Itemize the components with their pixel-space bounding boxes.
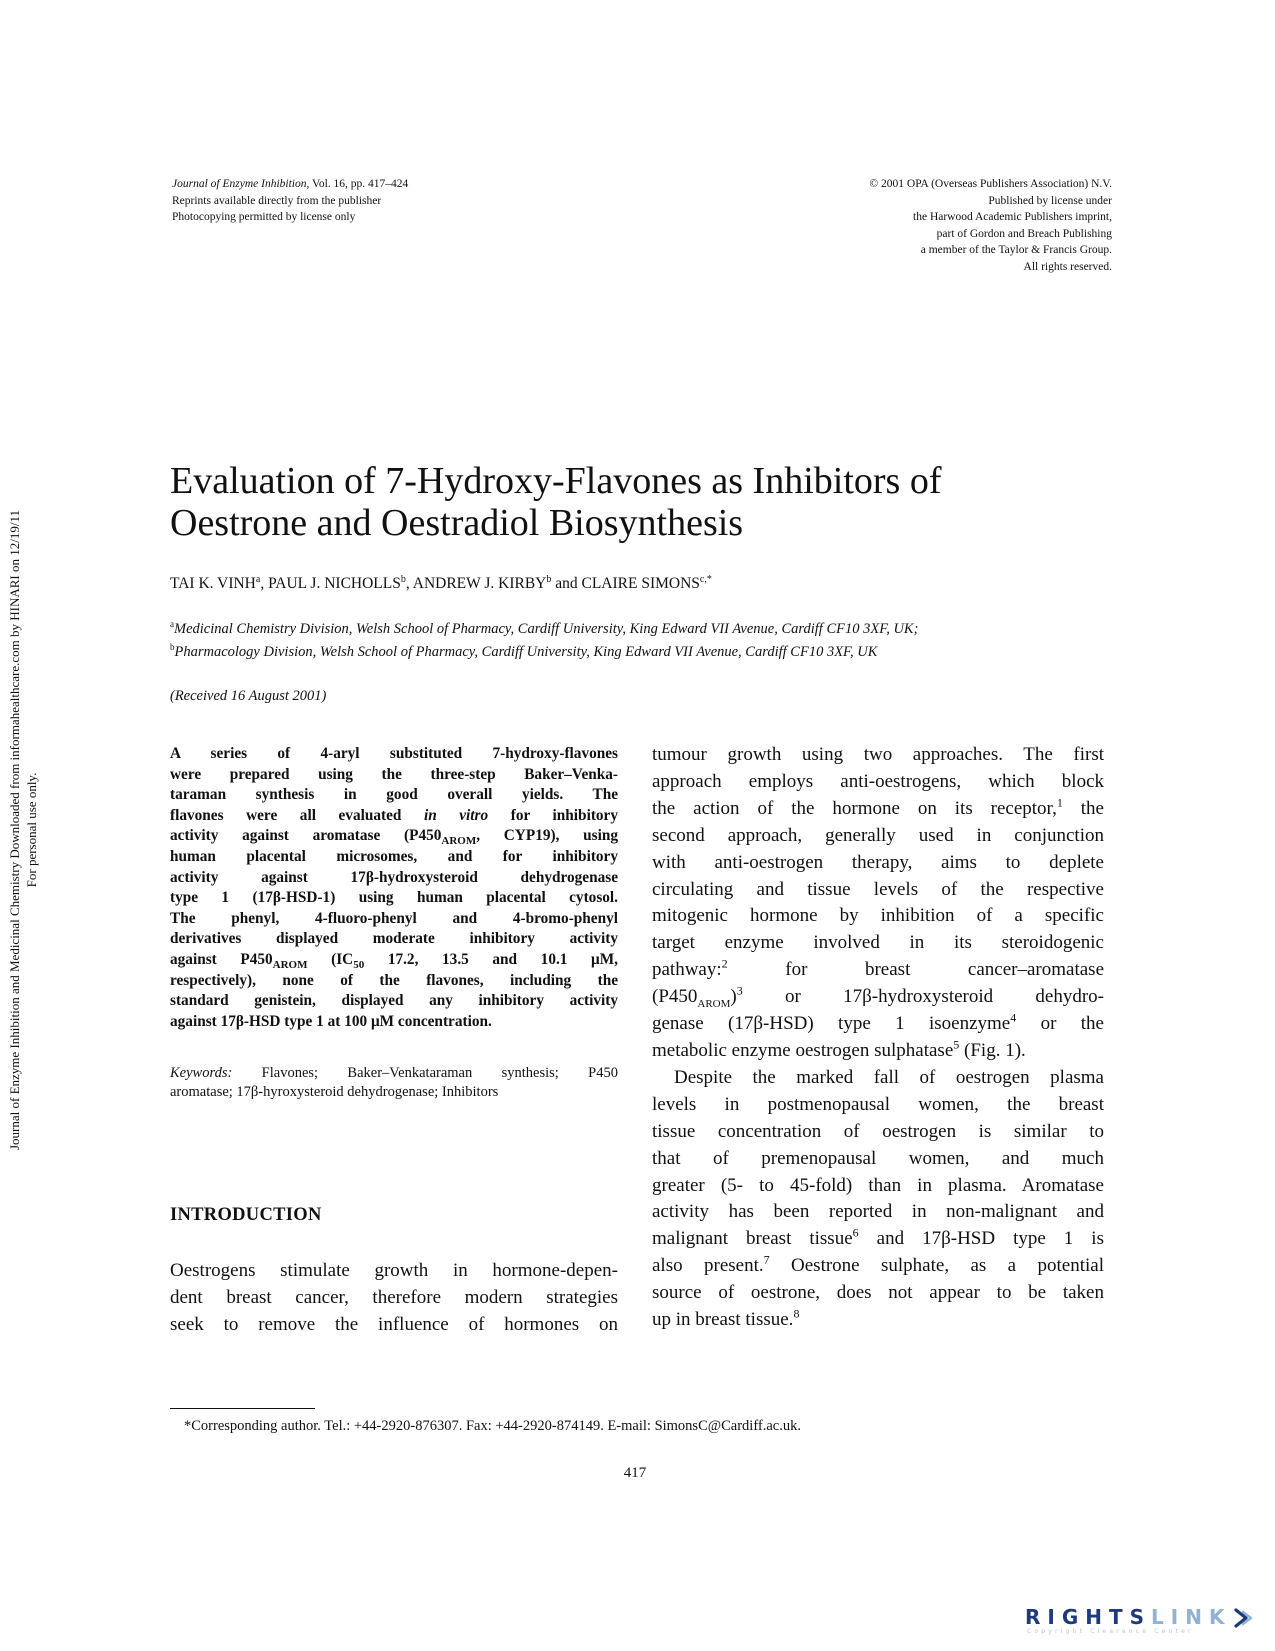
journal-volume: , Vol. 16, pp. 417–424 (306, 178, 409, 190)
body-text: malignant breast tissue (652, 1228, 853, 1250)
body-line: mitogenic hormone by inhibition of a specific (652, 905, 1104, 927)
body-text: for breast cancer–aromatase (727, 959, 1104, 981)
copyright-line: part of Gordon and Breach Publishing (936, 227, 1112, 240)
keywords-line: aromatase; 17β-hyroxysteroid dehydrogenase; Inhibitors (170, 1084, 499, 1100)
journal-citation (172, 176, 592, 193)
body-line: Despite the marked fall of oestrogen plasma (674, 1066, 1104, 1088)
body-line: target enzyme involved in its steroidogenic (652, 932, 1104, 954)
page-number: 417 (623, 1465, 647, 1481)
citation-ref: 3 (736, 983, 743, 998)
body-line: circulating and tissue levels of the respective (652, 878, 1104, 900)
rightslink-chevron-icon (1232, 1606, 1256, 1630)
abstract-line: derivatives displayed moderate inhibitory activity (170, 930, 618, 948)
right-column-body (652, 742, 1104, 1334)
abstract-line: type 1 (17β-HSD-1) using human placental cytosol. (170, 889, 618, 907)
author-name: , ANDREW J. KIRBY (405, 575, 547, 593)
affiliation-text: Medicinal Chemistry Division, Welsh School of Pharmacy, Cardiff University, King Edward VII Avenue, Cardiff CF10 3XF, UK; (174, 620, 919, 637)
photocopy-note: Photocopying permitted by license only (172, 211, 356, 223)
body-line (652, 984, 1104, 1011)
affiliation-text: Pharmacology Division, Welsh School of Pharmacy, Cardiff University, King Edward VII Avenue, Cardiff CF10 3XF, UK (174, 643, 878, 660)
body-line: with anti-oestrogen therapy, aims to deplete (652, 851, 1104, 873)
body-line: levels in postmenopausal women, the breast (652, 1093, 1104, 1115)
abstract-text: , CYP19), using (476, 827, 618, 845)
body-text: genase (17β-HSD) type 1 isoenzyme (652, 1013, 1011, 1035)
body-line (652, 796, 1104, 823)
rightslink-wordmark-rights: RIGHTS (1025, 1605, 1152, 1629)
copyright-line: All rights reserved. (1023, 260, 1112, 273)
body-text: or the (1016, 1013, 1104, 1035)
body-line: seek to remove the influence of hormones on (170, 1314, 618, 1335)
rightslink-wordmark-link: LINK (1151, 1605, 1232, 1629)
author-affil-mark: a (255, 574, 261, 585)
received-date: (Received 16 August 2001) (170, 688, 327, 704)
affiliation-mark: b (170, 641, 175, 652)
abstract-line: The phenyl, 4-fluoro-phenyl and 4-bromo-phenyl (170, 909, 618, 927)
author-name: , PAUL J. NICHOLLS (260, 575, 401, 593)
abstract-line: taraman synthesis in good overall yields. The (170, 786, 618, 804)
citation-ref: 6 (852, 1225, 859, 1240)
affiliation-b (170, 638, 1120, 661)
abstract-line (170, 826, 618, 847)
body-line: greater (5- to 45-fold) than in plasma. Aromatase (652, 1174, 1104, 1196)
abstract-line (170, 806, 618, 827)
body-line: Oestrogens stimulate growth in hormone-depen- (170, 1260, 618, 1281)
body-text: ) (730, 986, 737, 1008)
body-text: the (1062, 797, 1104, 819)
abstract-text: activity against aromatase (P450 (170, 827, 442, 845)
author-affil-mark: b (546, 574, 552, 585)
copyright-header (760, 176, 1112, 275)
keywords (170, 1064, 618, 1102)
abstract-text: for inhibitory (488, 806, 618, 824)
body-line (652, 1307, 1104, 1334)
affiliations (170, 615, 1120, 661)
introduction-body (170, 1257, 618, 1338)
article-title-line1: Evaluation of 7-Hydroxy-Flavones as Inhibitors of (170, 460, 942, 502)
keywords-label: Keywords: (170, 1065, 233, 1081)
body-line: tumour growth using two approaches. The first (652, 744, 1104, 765)
abstract-line: were prepared using the three-step Baker–Venka- (170, 765, 618, 783)
abstract-text: against P450 (170, 950, 273, 968)
body-line (652, 1226, 1104, 1253)
body-text: Oestrone sulphate, as a potential (769, 1255, 1104, 1277)
copyright-line: © 2001 OPA (Overseas Publishers Association) N.V. (869, 178, 1112, 190)
body-text: the action of the hormone on its receptor, (652, 797, 1057, 819)
download-watermark-line2: For personal use only. (24, 772, 39, 888)
copyright-line: a member of the Taylor & Francis Group. (920, 244, 1112, 256)
journal-name: Journal of Enzyme Inhibition (172, 178, 307, 190)
citation-ref: 4 (1010, 1010, 1017, 1025)
citation-ref: 2 (721, 956, 728, 971)
body-line (652, 1253, 1104, 1280)
download-watermark (6, 415, 40, 1245)
body-line: source of oestrone, does not appear to be taken (652, 1282, 1104, 1304)
body-text: or 17β-hydroxysteroid dehydro- (742, 986, 1104, 1008)
body-text: and 17β-HSD type 1 is (858, 1228, 1104, 1250)
body-text: up in breast tissue. (652, 1309, 794, 1331)
section-heading-introduction: INTRODUCTION (170, 1205, 322, 1225)
article-title (170, 460, 1110, 544)
abstract-text: flavones were all evaluated (170, 806, 424, 824)
affiliation-a (170, 615, 1120, 638)
citation-ref: 1 (1056, 795, 1063, 810)
body-text: metabolic enzyme oestrogen sulphatase (652, 1039, 954, 1061)
author-list (170, 570, 1110, 594)
copyright-line: the Harwood Academic Publishers imprint, (913, 211, 1112, 223)
abstract (170, 744, 618, 1032)
abstract-line: A series of 4-aryl substituted 7-hydroxy-flavones (170, 745, 618, 762)
abstract-italic: in vitro (423, 806, 489, 824)
subscript: AROM (697, 997, 731, 1010)
author-name: and CLAIRE SIMONS (551, 575, 700, 593)
abstract-line: activity against 17β-hydroxysteroid dehydrogenase (170, 868, 618, 886)
author-affil-mark: c,* (699, 574, 712, 585)
abstract-text: 17.2, 13.5 and 10.1 μM, (364, 950, 618, 968)
subscript: AROM (272, 958, 308, 971)
body-text: (Fig. 1). (959, 1039, 1026, 1061)
abstract-line: respectively), none of the flavones, including the (170, 971, 618, 989)
affiliation-mark: a (170, 619, 174, 629)
rightslink-tagline: Copyright Clearance Center (1027, 1628, 1194, 1635)
article-title-line2: Oestrone and Oestradiol Biosynthesis (170, 502, 744, 544)
keywords-text: Flavones; Baker–Venkataraman synthesis; P450 (232, 1065, 618, 1081)
abstract-text: (IC (307, 950, 354, 968)
abstract-line (170, 950, 618, 971)
body-line (652, 957, 1104, 984)
rightslink-wordmark (1025, 1606, 1231, 1628)
keywords-line (170, 1064, 618, 1083)
body-line (652, 1011, 1104, 1038)
body-line: that of premenopausal women, and much (652, 1147, 1104, 1169)
body-line: dent breast cancer, therefore modern strategies (170, 1287, 618, 1308)
body-text: pathway: (652, 959, 722, 981)
subscript: AROM (441, 835, 477, 848)
author-affil-mark: b (400, 574, 406, 585)
corresponding-author-footnote: *Corresponding author. Tel.: +44-2920-876307. Fax: +44-2920-874149. E-mail: SimonsC@Cardiff.ac.uk. (184, 1418, 801, 1434)
citation-ref: 5 (953, 1037, 960, 1052)
body-text: (P450 (652, 986, 698, 1008)
body-line (652, 1038, 1104, 1065)
copyright-line: Published by license under (988, 194, 1112, 207)
body-line: approach employs anti-oestrogens, which block (652, 770, 1104, 792)
journal-header-left (172, 176, 592, 226)
abstract-line: against 17β-HSD type 1 at 100 μM concentration. (170, 1012, 492, 1030)
body-line: activity has been reported in non-malignant and (652, 1201, 1104, 1223)
footnote-divider (170, 1408, 315, 1409)
body-line: second approach, generally used in conjunction (652, 824, 1104, 846)
citation-ref: 7 (763, 1252, 770, 1267)
body-line: tissue concentration of oestrogen is similar to (652, 1120, 1104, 1142)
citation-ref: 8 (793, 1306, 800, 1321)
rightslink-logo[interactable] (1025, 1606, 1257, 1636)
abstract-line: standard genistein, displayed any inhibitory activity (170, 992, 618, 1010)
download-watermark-line1: Journal of Enzyme Inhibition and Medicinal Chemistry Downloaded from informahealthcare.com by HINARI on 12/19/11 (7, 510, 22, 1150)
author-name: TAI K. VINH (170, 575, 256, 593)
body-text: also present. (652, 1255, 764, 1277)
subscript: 50 (353, 958, 365, 971)
abstract-line: human placental microsomes, and for inhibitory (170, 847, 618, 865)
reprints-note: Reprints available directly from the publisher (172, 194, 382, 207)
